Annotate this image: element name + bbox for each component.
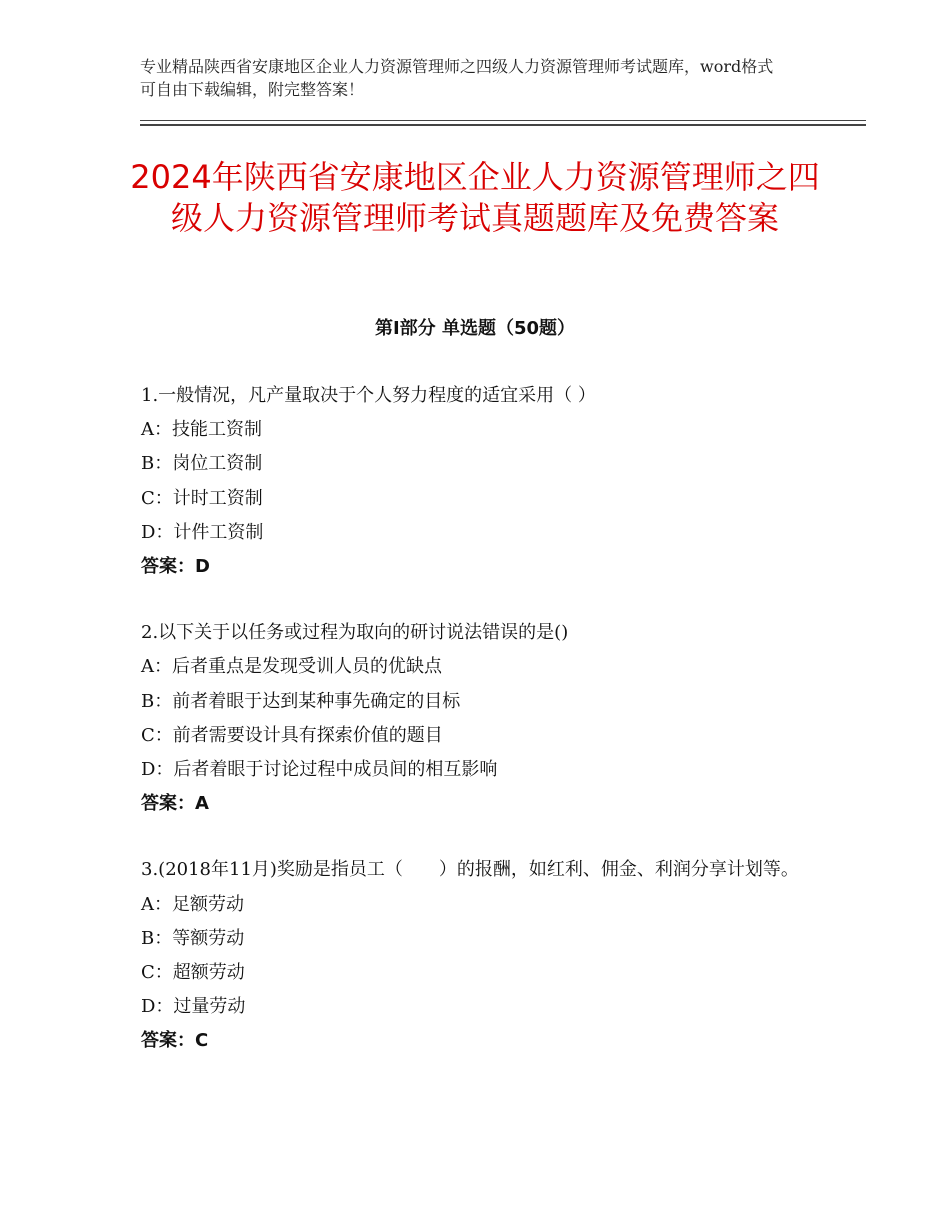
option-c: C：超额劳动 bbox=[141, 962, 245, 984]
option-d: D：后者着眼于讨论过程中成员间的相互影响 bbox=[141, 759, 498, 781]
question-stem: 1.一般情况，凡产量取决于个人努力程度的适宜采用（ ） bbox=[141, 385, 596, 406]
answer-label: 答案：C bbox=[141, 1030, 209, 1052]
section-heading: 第Ⅰ部分 单选题（50题） bbox=[374, 318, 575, 339]
option-a: A：技能工资制 bbox=[141, 419, 262, 441]
option-d: D：过量劳动 bbox=[141, 996, 246, 1018]
option-d: D：计件工资制 bbox=[141, 521, 264, 543]
option-a: A：后者重点是发现受训人员的优缺点 bbox=[141, 656, 442, 678]
answer-label: 答案：A bbox=[141, 793, 209, 815]
option-b: B：前者着眼于达到某种事先确定的目标 bbox=[141, 690, 461, 712]
option-a: A：足额劳动 bbox=[141, 893, 244, 915]
question-1 bbox=[141, 379, 821, 584]
document-header: 专业精品陕西省安康地区企业人力资源管理师之四级人力资源管理师考试题库，word格式可自由下载编辑，附完整答案！ bbox=[140, 57, 774, 99]
option-b: B：岗位工资制 bbox=[141, 453, 263, 475]
option-c: C：前者需要设计具有探索价值的题目 bbox=[141, 724, 443, 746]
option-c: C：计时工资制 bbox=[141, 487, 263, 509]
question-2 bbox=[141, 616, 821, 821]
question-list bbox=[141, 379, 821, 1091]
document-title: 2024年陕西省安康地区企业人力资源管理师之四级人力资源管理师考试真题题库及免费答案 bbox=[130, 158, 820, 237]
answer-label: 答案：D bbox=[141, 556, 210, 578]
question-stem: 2.以下关于以任务或过程为取向的研讨说法错误的是() bbox=[141, 622, 569, 644]
question-3 bbox=[141, 853, 821, 1058]
header-divider-thick bbox=[140, 124, 866, 126]
header-divider-thin bbox=[140, 120, 866, 121]
option-b: B：等额劳动 bbox=[141, 927, 245, 949]
question-stem: 3.(2018年11月)奖励是指员工（ ）的报酬，如红利、佣金、利润分享计划等。 bbox=[141, 859, 799, 881]
